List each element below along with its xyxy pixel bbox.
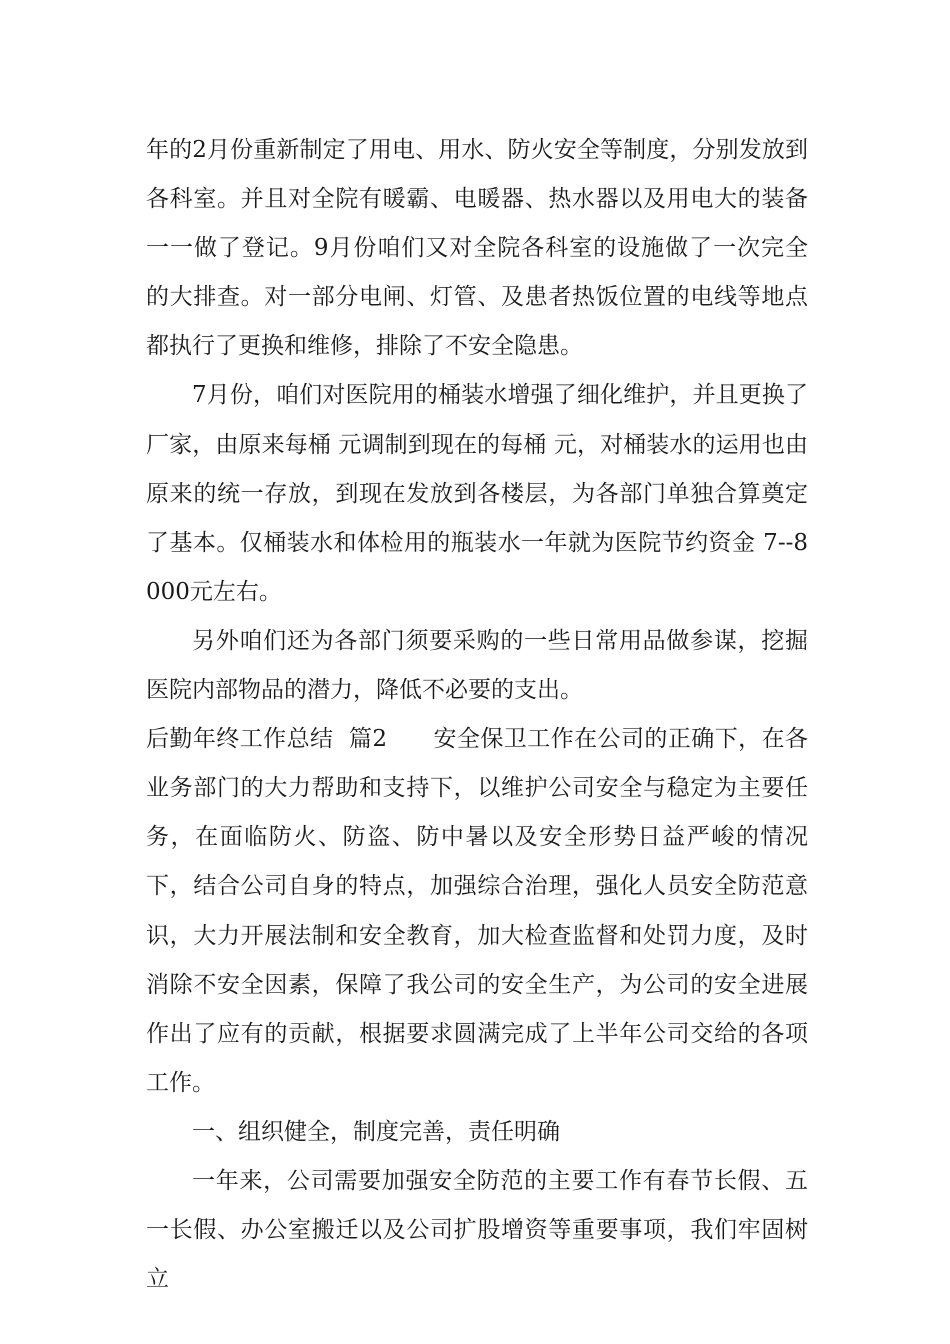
paragraph-procurement: 另外咱们还为各部门须要采购的一些日常用品做参谋，挖掘医院内部物品的潜力，降低不必要的支出。 (146, 627, 808, 704)
section-two-body: 安全保卫工作在公司的正确下，在各业务部门的大力帮助和支持下，以维护公司安全与稳定为主要任务，在面临防火、防盗、防中暑以及安全形势日益严峻的情况下，结合公司自身的特点，加强综合治理，强化人员安全防范意识，大力开展法制和安全教育，加大检查监督和处罚力度，及时消除不安全因素，保障了我公司的安全生产，为公司的安全进展作出了应有的贡献，根据要求圆满完成了上半年公司交给的各项工作。 (146, 726, 808, 1096)
paragraph-bottled-water: 7月份，咱们对医院用的桶装水增强了细化维护，并且更换了厂家，由原来每桶 元调制到现在的每桶 元，对桶装水的运用也由原来的统一存放，到现在发放到各楼层，为各部门单独合算奠定了基本。仅桶装水和体检用的瓶装水一年就为医院节约资金 7--8000元左右。 (146, 382, 808, 605)
paragraph-section-two (146, 715, 808, 1108)
subheading-organization: 一、组织健全，制度完善，责任明确 (192, 1118, 560, 1145)
paragraph-year-review: 一年来，公司需要加强安全防范的主要工作有春节长假、五一长假、办公室搬迁以及公司扩股增资等重要事项，我们牢固树立 (146, 1167, 808, 1293)
section-heading: 后勤年终工作总结 篇2 (146, 726, 388, 753)
document-body (146, 126, 808, 1304)
paragraph-utilities-safety: 年的2月份重新制定了用电、用水、防火安全等制度，分别发放到各科室。并且对全院有暖霸、电暖器、热水器以及用电大的装备一一做了登记。9月份咱们又对全院各科室的设施做了一次完全 的大排查。对一部分电闸、灯管、及患者热饭位置的电线等地点都执行了更换和维修，排除了不安全隐患。 (146, 137, 808, 360)
